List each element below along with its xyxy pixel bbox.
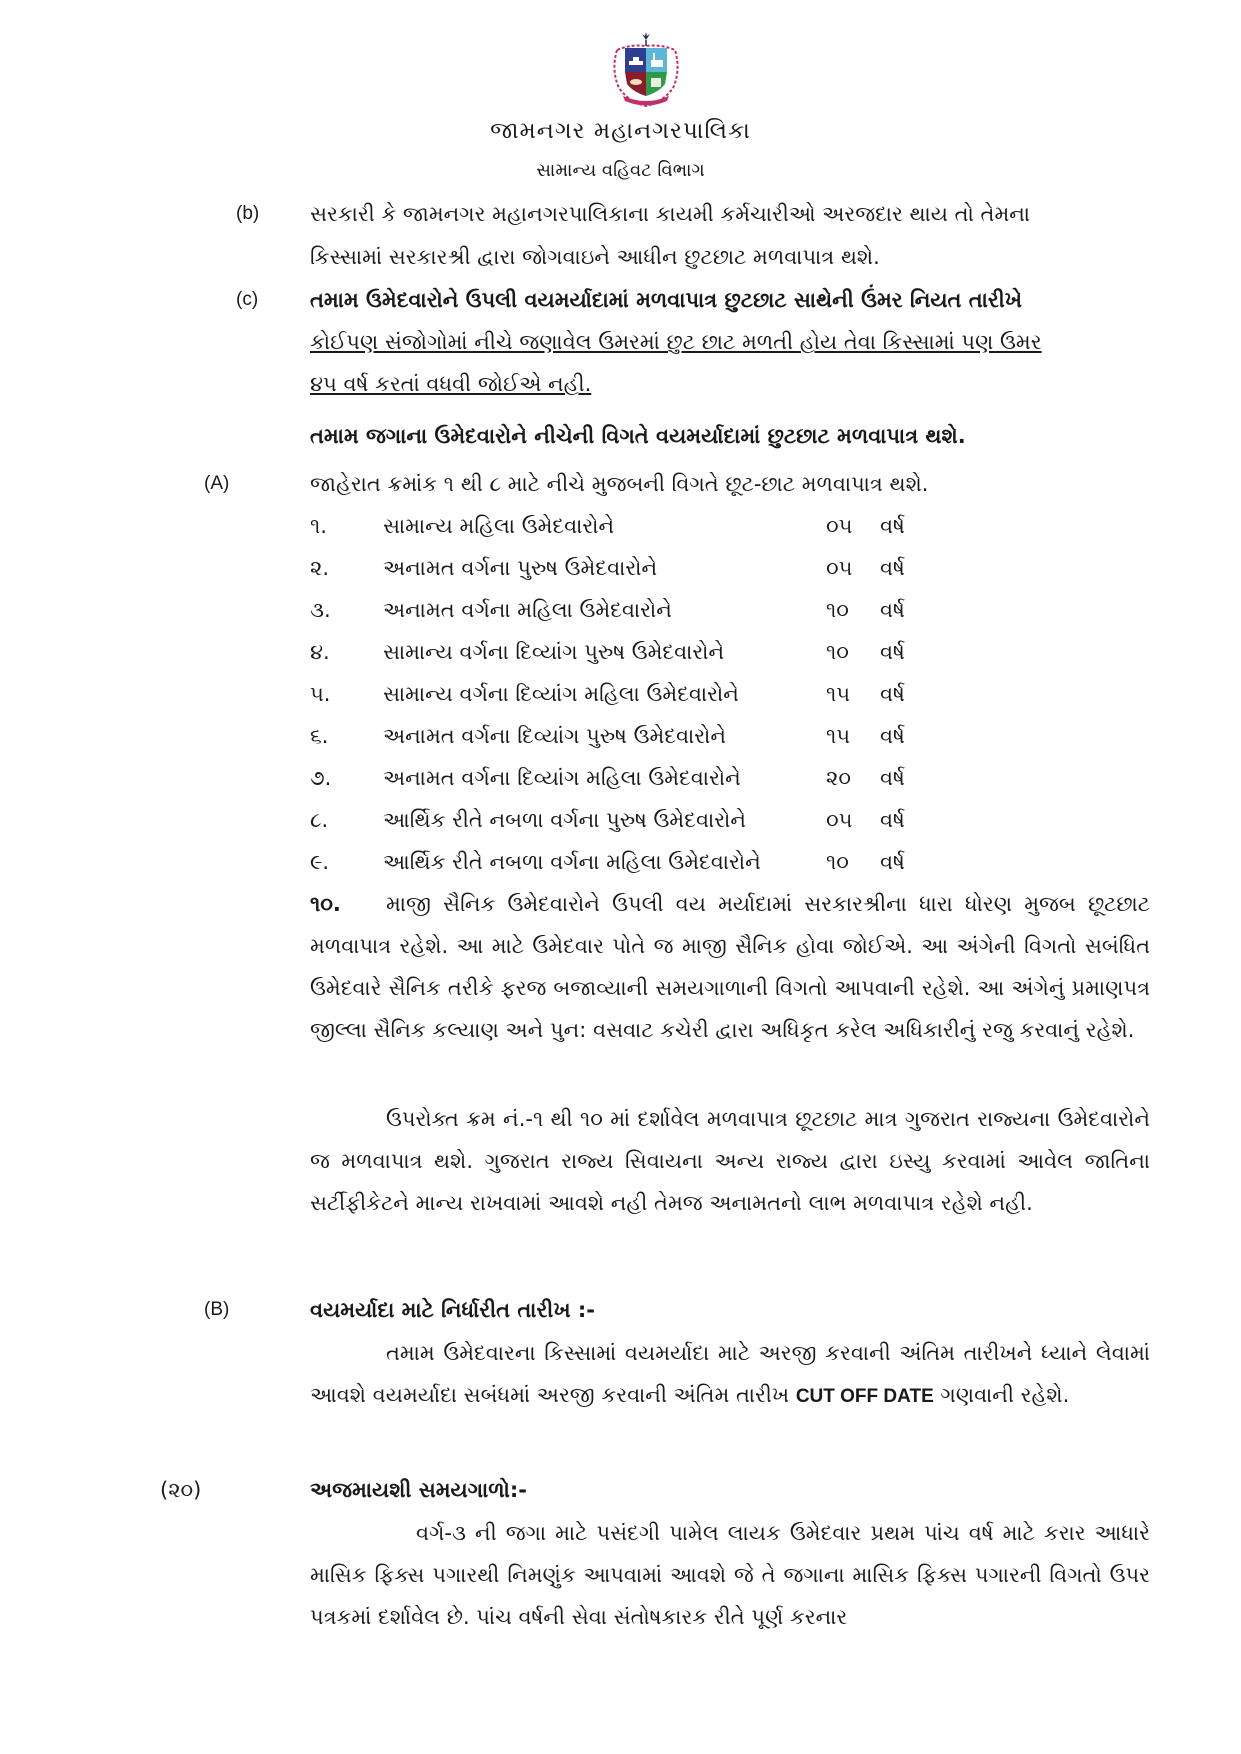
item-10-number: ૧૦. (310, 892, 341, 916)
item-10-ex-servicemen-paragraph (310, 883, 1150, 1051)
clause-c-line-2-underlined: કોઈપણ સંજોગોમાં નીચે જણાવેલ ઉમરમાં છુટ છાટ મળતી હોય તેવા કિસ્સામાં પણ ઉમર (310, 330, 1042, 354)
item-unit: વર્ષ (880, 556, 905, 580)
item-number: ૮. (310, 808, 329, 832)
item-number: ૫. (310, 682, 331, 706)
item-category: આર્થિક રીતે નબળા વર્ગના મહિલા ઉમેદવારોને (383, 850, 761, 874)
clause-b-line-1: સરકારી કે જામનગર મહાનગરપાલિકાના કાયમી કર્મચારીઓ અરજદાર થાય તો તેમના (310, 202, 1031, 226)
item-category: સામાન્ય મહિલા ઉમેદવારોને (383, 514, 615, 538)
section-b-paragraph (310, 1332, 1150, 1418)
section-20-label: (૨૦) (160, 1478, 202, 1502)
item-10-text: માજી સૈનિક ઉમેદવારોને ઉપલી વય મર્યાદામાં સરકારશ્રીના ધારા ધોરણ મુજબ છૂટછાટ મળવાપાત્ર રહેશે. આ માટે ઉમેદવાર પોતે જ માજી સૈનિક હોવા જોઈએ. આ અંગેની વિગતો સબંધિત ઉમેદવારે સૈનિક તરીકે ફરજ બજાવ્યાની સમયગાળાની વિગતો આપવાની રહેશે. આ અંગેનું પ્રમાણપત્ર જીલ્લા સૈનિક કલ્યાણ અને પુન: વસવાટ કચેરી દ્વારા અધિકૃત કરેલ અધિકારીનું રજુ કરવાનું રહેશે. (310, 892, 1150, 1042)
clause-b-label: (b) (236, 203, 260, 224)
item-years: ૧૫ (826, 724, 851, 748)
item-years: ૧૦ (826, 850, 849, 874)
item-category: સામાન્ય વર્ગના દિવ્યાંગ પુરુષ ઉમેદવારોને (383, 640, 725, 664)
item-years: ૧૫ (826, 682, 851, 706)
section-a-heading: જાહેરાત ક્રમાંક ૧ થી ૮ માટે નીચે મુજબની વિગતે છૂટ-છાટ મળવાપાત્ર થશે. (310, 472, 929, 496)
item-years: ૦૫ (826, 556, 853, 580)
section-b-label: (B) (204, 1299, 230, 1320)
item-number: ૨. (310, 556, 330, 580)
item-category: આર્થિક રીતે નબળા વર્ગના પુરુષ ઉમેદવારોને (383, 808, 746, 832)
item-category: અનામત વર્ગના દિવ્યાંગ પુરુષ ઉમેદવારોને (383, 724, 727, 748)
item-category: સામાન્ય વર્ગના દિવ્યાંગ મહિલા ઉમેદવારોને (383, 682, 739, 706)
item-number: ૩. (310, 598, 331, 622)
clause-c-label: (c) (236, 289, 259, 310)
item-category: અનામત વર્ગના મહિલા ઉમેદવારોને (383, 598, 672, 622)
item-years: ૧૦ (826, 598, 849, 622)
item-unit: વર્ષ (880, 766, 905, 790)
item-category: અનામત વર્ગના દિવ્યાંગ મહિલા ઉમેદવારોને (383, 766, 741, 790)
clause-c-line-3-underlined: ૪૫ વર્ષ કરતાં વધવી જોઈએ નહી. (310, 372, 592, 396)
item-years: ૦૫ (826, 514, 853, 538)
section-b-text-part-1: તમામ ઉમેદવારના કિસ્સામાં વયમર્યાદા માટે અરજી કરવાની અંતિમ તારીખને ધ્યાને લેવામાં આવશે વયમર્યાદા સબંધમાં અરજી કરવાની અંતિમ તારીખ (310, 1341, 1150, 1407)
section-a-label: (A) (204, 473, 230, 494)
item-unit: વર્ષ (880, 808, 905, 832)
municipal-emblem-logo (609, 30, 683, 110)
item-unit: વર્ષ (880, 682, 905, 706)
item-number: ૯. (310, 850, 330, 874)
cut-off-date-label: CUT OFF DATE (795, 1386, 934, 1407)
item-years: ૨૦ (826, 766, 851, 790)
item-unit: વર્ષ (880, 850, 905, 874)
organization-title: જામનગર મહાનગરપાલિકા (490, 118, 751, 144)
item-number: ૧. (310, 514, 327, 538)
item-number: ૪. (310, 640, 330, 664)
section-b-heading: વયમર્યાદા માટે નિર્ધારીત તારીખ :- (310, 1298, 596, 1322)
item-unit: વર્ષ (880, 640, 905, 664)
probation-period-paragraph: વર્ગ-૩ ની જગા માટે પસંદગી પામેલ લાયક ઉમેદવાર પ્રથમ પાંચ વર્ષ માટે કરાર આધારે માસિક ફિક્સ પગારથી નિમણુંક આપવામાં આવશે જે તે જગાના માસિક ફિક્સ પગારની વિગતો ઉપર પત્રકમાં દર્શાવેલ છે. પાંચ વર્ષની સેવા સંતોષકારક રીતે પૂર્ણ કરનાર (310, 1521, 1150, 1629)
age-relaxation-intro: તમામ જગાના ઉમેદવારોને નીચેની વિગતે વયમર્યાદામાં છુટછાટ મળવાપાત્ર થશે. (310, 424, 966, 448)
item-unit: વર્ષ (880, 598, 905, 622)
section-b-text-part-2: ગણવાની રહેશે. (940, 1383, 1070, 1407)
item-unit: વર્ષ (880, 724, 905, 748)
gujarat-only-note-paragraph: ઉપરોક્ત ક્રમ નં.-૧ થી ૧૦ માં દર્શાવેલ મળવાપાત્ર છૂટછાટ માત્ર ગુજરાત રાજ્યના ઉમેદવારોને જ મળવાપાત્ર થશે. ગુજરાત રાજ્ય સિવાયના અન્ય રાજ્ય દ્વારા ઇસ્યુ કરવામાં આવેલ જાતિના સર્ટીફીકેટને માન્ય રાખવામાં આવશે નહી તેમજ અનામતનો લાભ મળવાપાત્ર રહેશે નહી. (310, 1107, 1150, 1215)
item-number: ૭. (310, 766, 332, 790)
item-unit: વર્ષ (880, 514, 905, 538)
section-20-heading: અજમાયશી સમયગાળો:- (310, 1478, 527, 1502)
department-title: સામાન્ય વહિવટ વિભાગ (536, 160, 705, 181)
item-years: ૧૦ (826, 640, 849, 664)
item-years: ૦૫ (826, 808, 853, 832)
item-number: ૬. (310, 724, 329, 748)
clause-b-line-2: કિસ્સામાં સરકારશ્રી દ્વારા જોગવાઇને આધીન છુટછાટ મળવાપાત્ર થશે. (310, 245, 880, 269)
clause-c-line-1: તમામ ઉમેદવારોને ઉપલી વયમર્યાદામાં મળવાપાત્ર છુટછાટ સાથેની ઉંમર નિયત તારીખે (310, 288, 1022, 312)
item-category: અનામત વર્ગના પુરુષ ઉમેદવારોને (383, 556, 658, 580)
